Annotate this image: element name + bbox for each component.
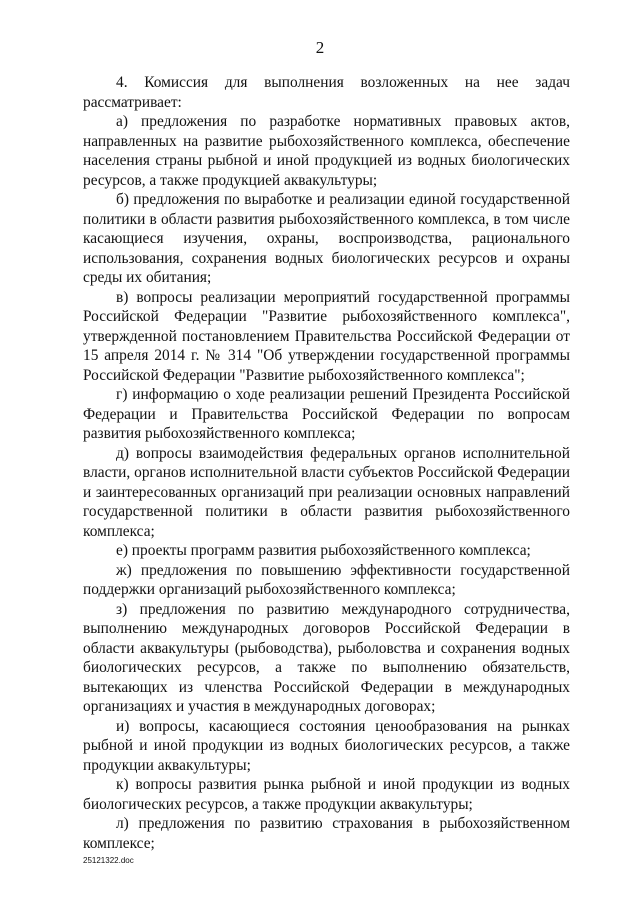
paragraph-item-i: и) вопросы, касающиеся состояния ценообразования на рынках рыбной и иной продукции из водных биологических ресурсов, а также продукции аквакультуры; [83, 717, 570, 774]
paragraph-item-k: к) вопросы развития рынка рыбной и иной продукции из водных биологических ресурсов, а также продукции аквакультуры; [83, 776, 570, 813]
paragraph-item-l: л) предложения по развитию страхования в рыбохозяйственном комплексе; [83, 815, 570, 852]
paragraph-item-e: е) проекты программ развития рыбохозяйственного комплекса; [116, 542, 531, 559]
paragraph-item-zh: ж) предложения по повышению эффективности государственной поддержки организаций рыбохозяйственного комплекса; [83, 561, 570, 598]
document-code: 25121322.doc [83, 856, 134, 865]
paragraph-item-d: д) вопросы взаимодействия федеральных органов исполнительной власти, органов исполнительной власти субъектов Российской Федерации и заинтересованных организаций при реализации основных направлений государственной политики в области развития рыбохозяйственного комплекса; [83, 444, 570, 540]
paragraph-item-a: а) предложения по разработке нормативных правовых актов, направленных на развитие рыбохозяйственного комплекса, обеспечение населения страны рыбной и иной продукцией из водных биологических ресурсов, а также продукцией аквакультуры; [83, 113, 570, 189]
paragraph-4-intro: 4. Комиссия для выполнения возложенных на нее задач рассматривает: [83, 74, 570, 111]
paragraph-item-b: б) предложения по выработке и реализации единой государственной политики в области развития рыбохозяйственного комплекса, в том числе касающиеся изучения, охраны, воспроизводства, рационального использования, сохранения водных биологических ресурсов и охраны среды их обитания; [83, 191, 570, 286]
paragraph-item-v: в) вопросы реализации мероприятий государственной программы Российской Федерации "Развитие рыбохозяйственного комплекса", утвержденной постановлением Правительства Российской Федерации от 15 апреля 2014 г. № 314 "Об утверждении государственной программы Российской Федерации "Развитие рыбохозяйственного комплекса"; [83, 288, 570, 384]
document-body [83, 73, 570, 853]
page-number: 2 [315, 38, 325, 57]
paragraph-item-z: з) предложения по развитию международного сотрудничества, выполнению международных договоров Российской Федерации в области аквакультуры (рыбоводства), рыболовства и сохранения водных биологических ресурсов, а также по выполнению обязательств, вытекающих из членства Российской Федерации в международных организациях и участия в международных договорах; [83, 600, 570, 715]
paragraph-item-g: г) информацию о ходе реализации решений Президента Российской Федерации и Правительства Российской Федерации по вопросам развития рыбохозяйственного комплекса; [83, 386, 570, 442]
